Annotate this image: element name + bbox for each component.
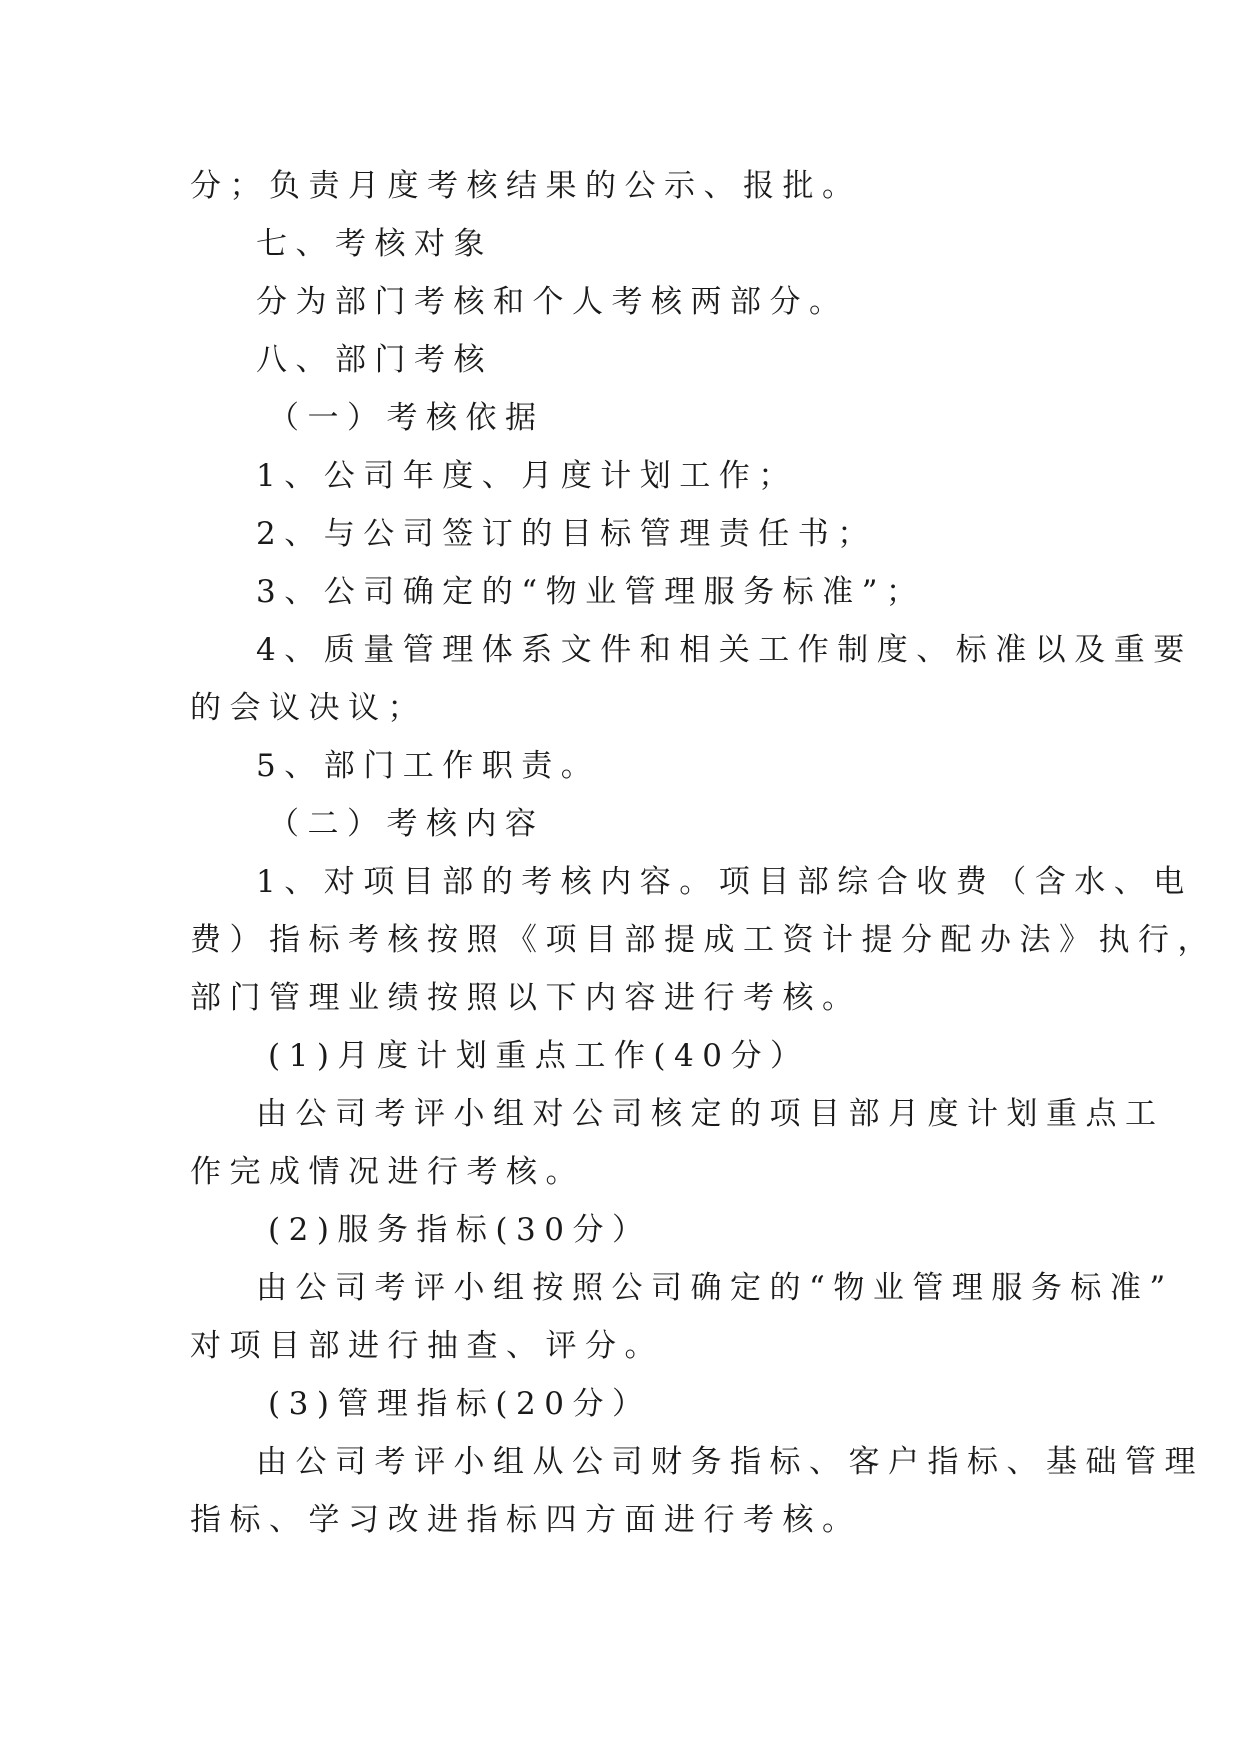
subsection-heading-1: （一）考核依据 bbox=[268, 400, 545, 436]
list-item-4-continuation: 的会议决议； bbox=[190, 690, 427, 726]
section-heading-8: 八、部门考核 bbox=[256, 342, 493, 378]
item-1-paragraph: 由公司考评小组对公司核定的项目部月度计划重点工 bbox=[256, 1096, 1165, 1132]
item-1-paragraph-cont: 作完成情况进行考核。 bbox=[190, 1154, 585, 1190]
item-3-paragraph: 由公司考评小组从公司财务指标、客户指标、基础管理 bbox=[256, 1444, 1204, 1480]
item-2-paragraph-cont: 对项目部进行抽查、评分。 bbox=[190, 1328, 664, 1364]
paragraph-project-dept-cont-1: 费）指标考核按照《项目部提成工资计提分配办法》执行， bbox=[190, 922, 1217, 958]
list-item-2: 2、与公司签订的目标管理责任书； bbox=[256, 516, 877, 552]
item-3-paragraph-cont: 指标、学习改进指标四方面进行考核。 bbox=[190, 1502, 862, 1538]
list-item-3: 3、公司确定的“物业管理服务标准”； bbox=[256, 574, 926, 610]
paragraph-project-dept-cont-2: 部门管理业绩按照以下内容进行考核。 bbox=[190, 980, 862, 1016]
section-heading-7: 七、考核对象 bbox=[256, 226, 493, 262]
item-2-paragraph: 由公司考评小组按照公司确定的“物业管理服务标准” bbox=[256, 1270, 1174, 1306]
item-heading-1: (1)月度计划重点工作(40分） bbox=[268, 1038, 810, 1074]
list-item-4: 4、质量管理体系文件和相关工作制度、标准以及重要 bbox=[256, 632, 1193, 668]
subsection-heading-2: （二）考核内容 bbox=[268, 806, 545, 842]
item-heading-2: (2)服务指标(30分） bbox=[268, 1212, 652, 1248]
paragraph-continuation: 分；负责月度考核结果的公示、报批。 bbox=[190, 168, 862, 204]
paragraph-project-dept: 1、对项目部的考核内容。项目部综合收费（含水、电 bbox=[256, 864, 1193, 900]
paragraph: 分为部门考核和个人考核两部分。 bbox=[256, 284, 849, 320]
item-heading-3: (3)管理指标(20分） bbox=[268, 1386, 652, 1422]
list-item-5: 5、部门工作职责。 bbox=[256, 748, 601, 784]
list-item-1: 1、公司年度、月度计划工作； bbox=[256, 458, 798, 494]
